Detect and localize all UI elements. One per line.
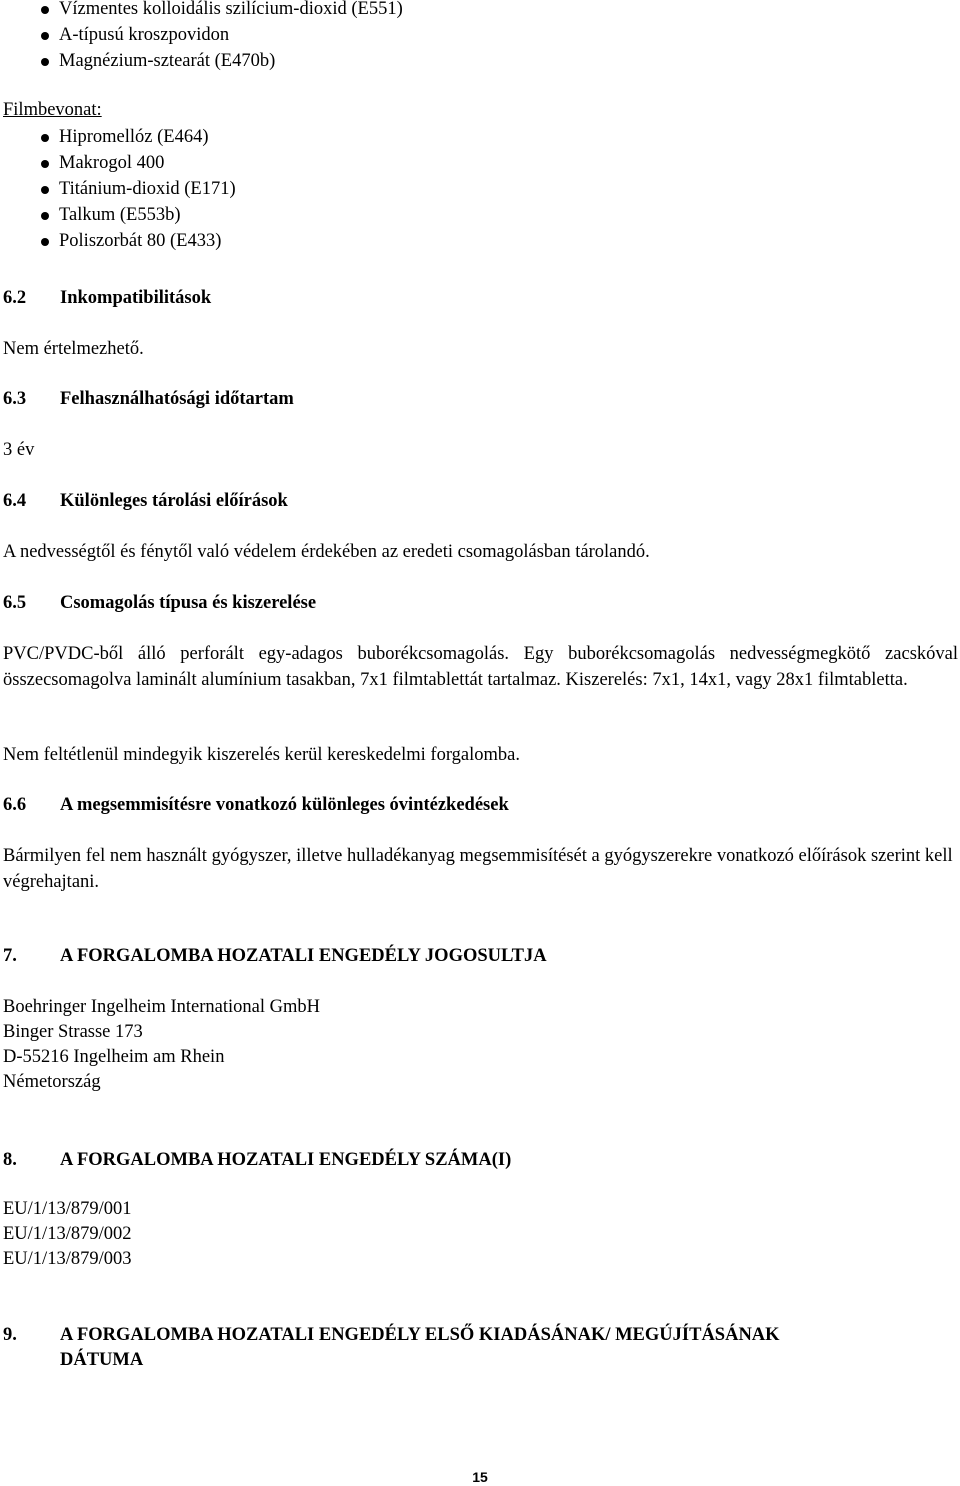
holder-address xyxy=(3,995,320,1095)
address-line: Németország xyxy=(3,1072,101,1092)
section-text-6-2: Nem értelmezhető. xyxy=(3,339,144,359)
list-item: Makrogol 400 xyxy=(0,151,236,177)
list-item: Hipromellóz (E464) xyxy=(0,125,236,151)
bullet-icon xyxy=(41,6,49,14)
list-item: Vízmentes kolloidális szilícium-dioxid (E551) xyxy=(0,0,403,23)
coating-label: Filmbevonat: xyxy=(3,100,102,120)
section-text-6-3: 3 év xyxy=(3,440,35,460)
list-item: Poliszorbát 80 (E433) xyxy=(0,229,236,255)
section-heading-7: 7. A FORGALOMBA HOZATALI ENGEDÉLY JOGOSULTJA xyxy=(3,946,547,966)
bullet-icon xyxy=(41,212,49,220)
address-line: D-55216 Ingelheim am Rhein xyxy=(3,1047,225,1067)
bullet-icon xyxy=(41,238,49,246)
section-heading-6-2: 6.2 Inkompatibilitások xyxy=(3,288,212,308)
authorisation-number: EU/1/13/879/003 xyxy=(3,1249,132,1269)
list-item: Titánium-dioxid (E171) xyxy=(0,177,236,203)
address-line: Binger Strasse 173 xyxy=(3,1022,143,1042)
section-heading-9: 9. A FORGALOMBA HOZATALI ENGEDÉLY ELSŐ KIADÁSÁNAK/ MEGÚJÍTÁSÁNAK xyxy=(3,1325,780,1345)
section-text-6-6: Bármilyen fel nem használt gyógyszer, illetve hulladékanyag megsemmisítését a gyógyszerekre vonatkozó előírások szerint kell végrehajtani. xyxy=(3,846,953,892)
section-heading-6-6: 6.6 A megsemmisítésre vonatkozó különleges óvintézkedések xyxy=(3,795,509,815)
bullet-icon xyxy=(41,160,49,168)
core-excipients-list xyxy=(0,0,403,75)
list-item: A-típusú kroszpovidon xyxy=(0,23,403,49)
bullet-icon xyxy=(41,32,49,40)
authorisation-number: EU/1/13/879/002 xyxy=(3,1224,132,1244)
authorisation-numbers xyxy=(3,1197,131,1272)
section-text-6-5-note: Nem feltétlenül mindegyik kiszerelés kerül kereskedelmi forgalomba. xyxy=(3,745,520,765)
section-heading-6-4: 6.4 Különleges tárolási előírások xyxy=(3,491,288,511)
bullet-icon xyxy=(41,186,49,194)
list-item: Talkum (E553b) xyxy=(0,203,236,229)
section-heading-6-5: 6.5 Csomagolás típusa és kiszerelése xyxy=(3,593,317,613)
bullet-icon xyxy=(41,134,49,142)
authorisation-number: EU/1/13/879/001 xyxy=(3,1199,132,1219)
section-text-6-4: A nedvességtől és fénytől való védelem érdekében az eredeti csomagolásban tárolandó. xyxy=(3,542,650,562)
address-line: Boehringer Ingelheim International GmbH xyxy=(3,997,320,1017)
list-item: Magnézium-sztearát (E470b) xyxy=(0,49,403,75)
page-number: 15 xyxy=(472,1469,488,1485)
section-heading-6-3: 6.3 Felhasználhatósági időtartam xyxy=(3,389,294,409)
section-text-6-5: PVC/PVDC-ből álló perforált egy-adagos buborékcsomagolás. Egy buborékcsomagolás nedvességmegkötő zacskóval összecsomagolva laminált alumínium tasakban, 7x1 filmtablettát tartalmaz. Kiszerelés: 7x1, 14x1, vagy 28x1 filmtabletta. xyxy=(3,644,958,690)
coating-excipients-list xyxy=(0,125,236,255)
bullet-icon xyxy=(41,58,49,66)
section-heading-9-cont: DÁTUMA xyxy=(60,1350,144,1370)
section-heading-8: 8. A FORGALOMBA HOZATALI ENGEDÉLY SZÁMA(I) xyxy=(3,1150,512,1170)
